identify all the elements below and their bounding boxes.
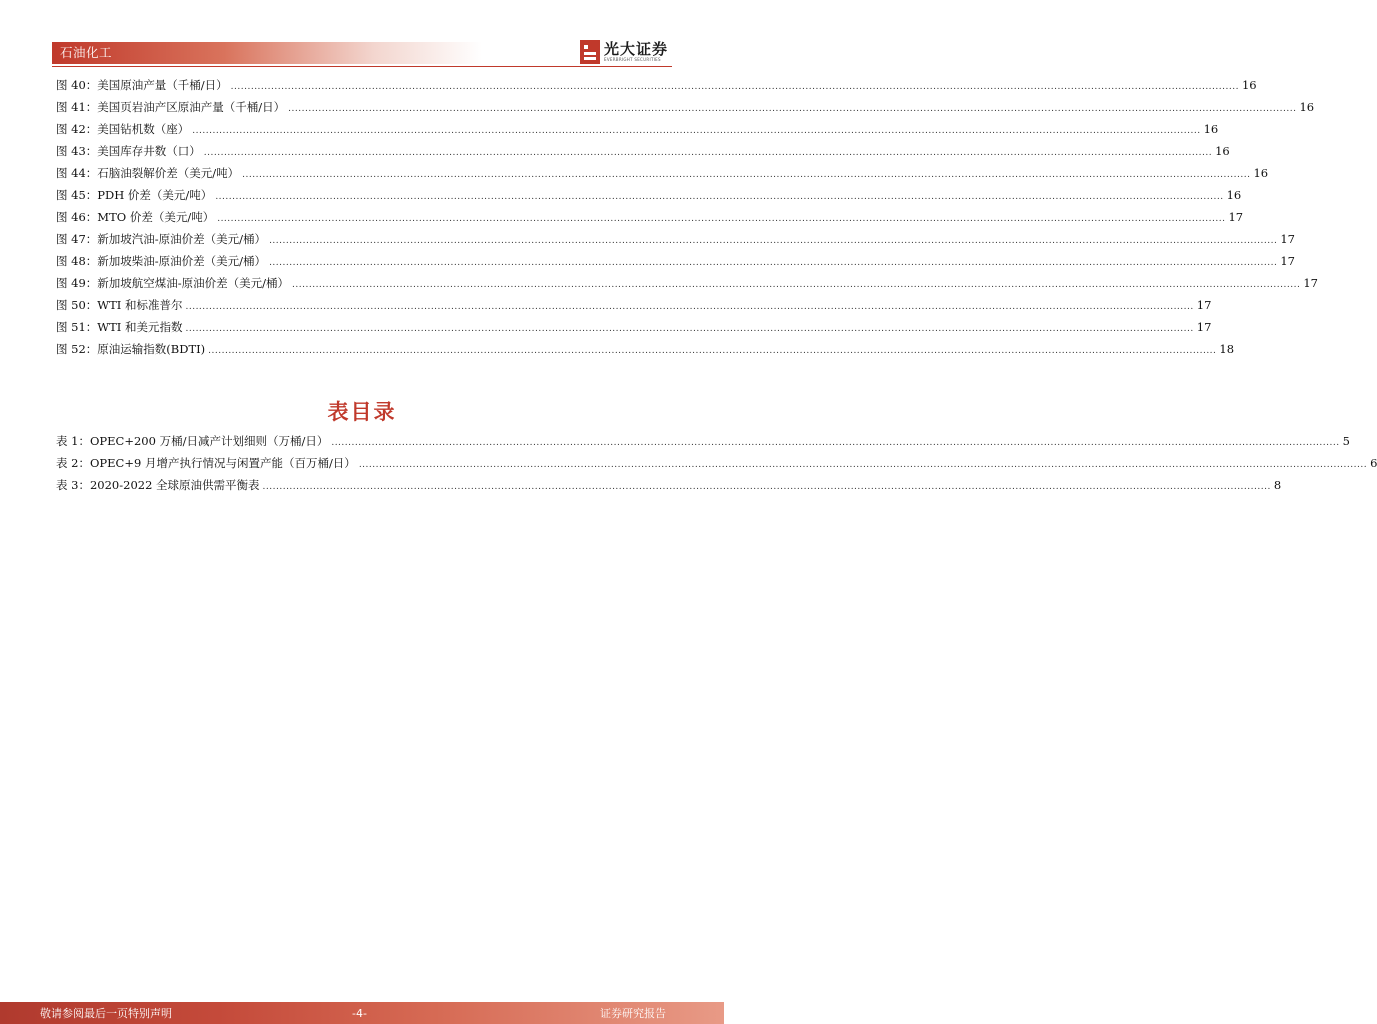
logo-text: 光大证券 (604, 40, 669, 58)
figure-entry-label: 图 51：WTI 和美元指数 (56, 320, 183, 334)
figure-entry[interactable] (56, 272, 1318, 294)
table-entry-page: 5 (1342, 434, 1350, 448)
figure-entry-page: 17 (1196, 298, 1212, 312)
figure-entry-label: 图 46：MTO 价差（美元/吨） (56, 210, 215, 224)
figure-entry-label: 图 47：新加坡汽油-原油价差（美元/桶） (56, 232, 267, 246)
figure-entry-label: 图 40：美国原油产量（千桶/日） (56, 78, 228, 92)
figure-entry-label: 图 42：美国钻机数（座） (56, 122, 190, 136)
figure-entry-page: 18 (1219, 342, 1235, 356)
figure-entry-label: 图 50：WTI 和标准普尔 (56, 298, 183, 312)
leader-dots: ............................................................................................................................................................................................................................................................................................................ (242, 170, 1251, 180)
leader-dots: ............................................................................................................................................................................................................................................................................................................ (288, 104, 1297, 114)
figure-list (56, 74, 1318, 360)
leader-dots: ............................................................................................................................................................................................................................................................................................................ (269, 236, 1278, 246)
leader-dots: ............................................................................................................................................................................................................................................................................................................ (230, 82, 1239, 92)
leader-dots: ............................................................................................................................................................................................................................................................................................................ (215, 192, 1224, 202)
leader-dots: ............................................................................................................................................................................................................................................................................................................ (185, 324, 1194, 334)
figure-entry-label: 图 49：新加坡航空煤油-原油价差（美元/桶） (56, 276, 290, 290)
figure-entry[interactable] (56, 316, 1212, 338)
figure-entry-page: 17 (1303, 276, 1318, 290)
logo-subtext: EVERBRIGHT SECURITIES (604, 57, 661, 62)
figure-entry[interactable] (56, 162, 1269, 184)
leader-dots: ............................................................................................................................................................................................................................................................................................................ (217, 214, 1226, 224)
figure-entry-label: 图 52：原油运输指数(BDTI) (56, 342, 206, 356)
header-band (52, 42, 482, 64)
page-number: -4- (352, 1007, 367, 1020)
figure-entry-page: 16 (1203, 122, 1219, 136)
table-entry-page: 6 (1370, 456, 1377, 470)
table-entry[interactable] (56, 430, 1350, 452)
figure-entry[interactable] (56, 140, 1230, 162)
figure-entry-label: 图 45：PDH 价差（美元/吨） (56, 188, 213, 202)
figure-entry-page: 16 (1299, 100, 1315, 114)
figure-entry-label: 图 44：石脑油裂解价差（美元/吨） (56, 166, 240, 180)
table-entry[interactable] (56, 474, 1282, 496)
table-list (56, 430, 1377, 496)
table-entry-label: 表 2：OPEC+9 月增产执行情况与闲置产能（百万桶/日） (56, 456, 356, 470)
table-entry-label: 表 3：2020-2022 全球原油供需平衡表 (56, 478, 260, 492)
leader-dots: ............................................................................................................................................................................................................................................................................................................ (185, 302, 1194, 312)
table-entry[interactable] (56, 452, 1377, 474)
figure-entry[interactable] (56, 206, 1244, 228)
figure-entry-page: 16 (1215, 144, 1230, 158)
leader-dots: ............................................................................................................................................................................................................................................................................................................ (331, 438, 1340, 448)
figure-entry[interactable] (56, 96, 1315, 118)
figure-entry[interactable] (56, 74, 1257, 96)
figure-entry[interactable] (56, 294, 1212, 316)
figure-entry-page: 17 (1280, 254, 1295, 268)
figure-entry-page: 16 (1241, 78, 1257, 92)
leader-dots: ............................................................................................................................................................................................................................................................................................................ (262, 482, 1271, 492)
figure-entry-label: 图 41：美国页岩油产区原油产量（千桶/日） (56, 100, 286, 114)
leader-dots: ............................................................................................................................................................................................................................................................................................................ (203, 148, 1213, 158)
figure-entry[interactable] (56, 184, 1242, 206)
figure-entry-label: 图 43：美国库存井数（口） (56, 144, 201, 158)
everbright-logo-icon (580, 40, 600, 64)
leader-dots: ............................................................................................................................................................................................................................................................................................................ (358, 460, 1368, 470)
report-type: 证券研究报告 (600, 1007, 666, 1020)
leader-dots: ............................................................................................................................................................................................................................................................................................................ (208, 346, 1217, 356)
leader-dots: ............................................................................................................................................................................................................................................................................................................ (192, 126, 1201, 136)
figure-entry[interactable] (56, 228, 1295, 250)
leader-dots: ............................................................................................................................................................................................................................................................................................................ (292, 280, 1301, 290)
figure-entry-label: 图 48：新加坡柴油-原油价差（美元/桶） (56, 254, 267, 268)
header-divider (52, 66, 672, 67)
figure-entry-page: 16 (1226, 188, 1242, 202)
disclaimer-note: 敬请参阅最后一页特别声明 (40, 1007, 172, 1020)
leader-dots: ............................................................................................................................................................................................................................................................................................................ (269, 258, 1278, 268)
figure-entry[interactable] (56, 118, 1219, 140)
table-list-title: 表目录 (327, 400, 397, 424)
figure-entry-page: 17 (1228, 210, 1244, 224)
figure-entry[interactable] (56, 250, 1295, 272)
table-entry-page: 8 (1273, 478, 1282, 492)
figure-entry-page: 16 (1253, 166, 1269, 180)
table-entry-label: 表 1：OPEC+200 万桶/日减产计划细则（万桶/日） (56, 434, 329, 448)
figure-entry-page: 17 (1196, 320, 1212, 334)
section-label: 石油化工 (60, 45, 113, 60)
figure-entry[interactable] (56, 338, 1235, 360)
figure-entry-page: 17 (1280, 232, 1295, 246)
